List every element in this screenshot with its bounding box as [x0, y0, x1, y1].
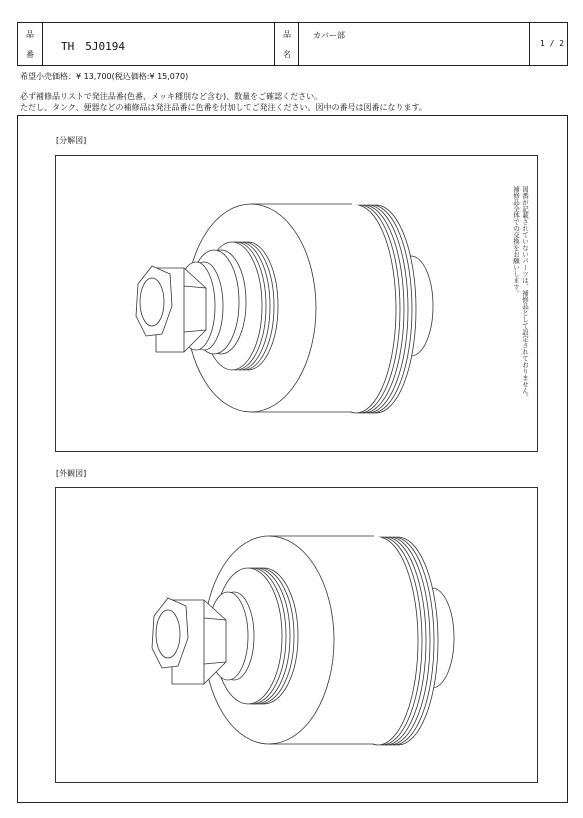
note-line-1: 必ず補修品リストで発注品番(色番、メッキ種別など含む)、数量をご確認ください。	[20, 92, 323, 101]
side-note-line-2: 補修品全体での交換をお願いします。	[512, 186, 520, 297]
exterior-view-drawing	[56, 488, 539, 784]
drawing-frame	[17, 115, 568, 803]
exploded-view-label: [分解図]	[56, 136, 87, 145]
product-number-label: 品 番	[18, 23, 43, 65]
side-note	[511, 186, 529, 448]
side-note-line-1: 図番が記載されていないパーツは、補修品として設定されておりません。	[521, 186, 529, 401]
exterior-view-label: [外観図]	[56, 469, 87, 478]
exploded-view-panel	[55, 155, 538, 452]
header-table	[17, 22, 568, 66]
exploded-view-drawing	[56, 156, 539, 453]
note-line-2: ただし、タンク、便器などの補修品は発注品番に色番を付加してご発注ください。図中の番号は図番になります。	[20, 103, 427, 112]
product-name: カバー部	[299, 23, 530, 65]
product-name-label: 品 名	[275, 23, 299, 65]
product-number: TH 5J0194	[43, 23, 275, 65]
exterior-view-panel	[55, 487, 538, 783]
price-text: 希望小売価格：¥ 13,700(税込価格:¥ 15,070)	[20, 72, 189, 81]
page-number: 1 / 2	[540, 39, 565, 48]
